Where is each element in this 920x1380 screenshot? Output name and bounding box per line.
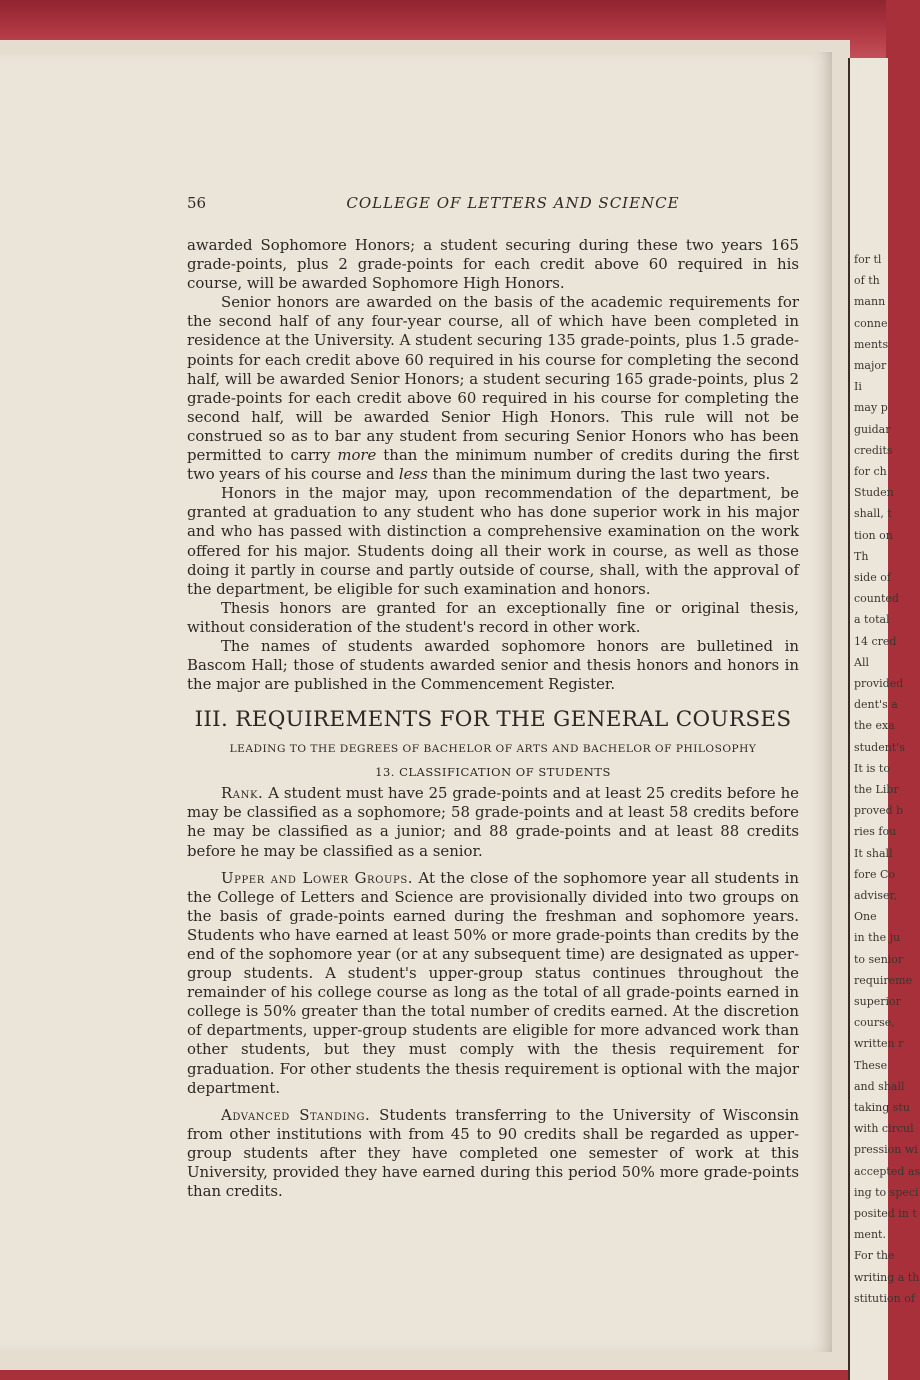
facing-page-fragment: mann — [854, 295, 886, 309]
paragraph-sophomore-honors: awarded Sophomore Honors; a student securing during these two years 165 grade-points, plus 2 grade-points for each credit above 60 required in his course, will be awarded Sophomore High Honors. — [187, 236, 799, 293]
facing-page-fragment: These — [854, 1058, 888, 1072]
facing-page-fragment: and shall — [854, 1079, 905, 1093]
paragraph-rank: Rank. A student must have 25 grade-points and at least 25 credits before he may be classified as a sophomore; 58 grade-points and at least 58 credits before he may be classified as a junior; and 88 grade-points and at least 88 credits before he may be classified as a senior. — [187, 784, 799, 860]
facing-page-fragment: the exa — [854, 719, 895, 733]
facing-page-fragment: It shall — [854, 846, 893, 860]
facing-page-fragment: student's — [854, 740, 905, 754]
facing-page-fragment: Ii — [854, 380, 862, 394]
facing-page-fragment: taking stu — [854, 1101, 910, 1114]
facing-page-fragment: counted — [854, 592, 899, 606]
facing-page-fragment: fore Co — [854, 867, 895, 881]
facing-page-fragment: major — [854, 359, 887, 372]
facing-page-fragment: may p — [854, 401, 888, 415]
facing-page-fragment: written r — [854, 1037, 904, 1051]
facing-page-fragment: provided — [854, 677, 904, 690]
facing-page-fragment: to senior — [854, 952, 904, 966]
paragraph-major-honors: Honors in the major may, upon recommendation of the department, be granted at graduation to any student who has done superior work in his major and who has passed with distinction a comprehensive examination on the work offered for his major. Students doing all their work in course, as well as those doing it partly in course and partly outside of course, shall, with the approval of the department, be eligible for such examination and honors. — [187, 484, 799, 598]
facing-page-fragment: writing a th — [854, 1270, 920, 1284]
facing-page-fragment: shall, t — [854, 507, 892, 521]
facing-page-fragment: For the — [854, 1249, 895, 1263]
groups-heading: Upper and Lower Groups. — [221, 868, 414, 887]
paragraph-groups: Upper and Lower Groups. At the close of the sophomore year all students in the College of Letters and Science are provisionally divided into two groups on the basis of grade-points earned during the freshman and sophomore years. Students who have earned at least 50% or more grade-points than credits by the end of the sophomore year (or at any subsequent time) are designated as upper-group students. A student's upper-group status continues throughout the remainder of his college course as long as the total of all grade-points earned in college is 50% greater than the total number of credits earned. At the discretion of departments, upper-group students are eligible for more advanced work than other students, but they must comply with the thesis requirement for graduation. For other students the thesis requirement is optional with the major department. — [187, 868, 799, 1097]
subsection-heading: 13. CLASSIFICATION OF STUDENTS — [375, 765, 611, 780]
facing-page-fragment: the Libr — [854, 783, 899, 796]
page-number: 56 — [187, 194, 207, 212]
facing-page-fragment: with circul — [854, 1122, 914, 1136]
emphasis-less: less — [398, 465, 428, 484]
facing-page-fragment: tion on — [854, 528, 893, 542]
facing-page-fragment: pression wi — [854, 1143, 918, 1157]
paragraph-thesis-honors: Thesis honors are granted for an exceptionally fine or original thesis, without consideration of the student's record in other work. — [187, 598, 799, 636]
facing-page-fragment: One — [854, 910, 877, 924]
facing-page-fragment: course, — [854, 1016, 895, 1030]
facing-page-fragment: All — [854, 655, 869, 669]
facing-page-fragment: ing to speci — [854, 1185, 919, 1199]
advanced-heading: Advanced Standing. — [221, 1105, 371, 1124]
facing-page-fragment: guidar — [854, 422, 891, 436]
page-header — [187, 194, 799, 216]
section-subtitle: LEADING TO THE DEGREES OF BACHELOR OF ARTS AND BACHELOR OF PHILOSOPHY — [229, 743, 757, 756]
facing-page-fragment: for ch — [854, 465, 887, 478]
paragraph-senior-honors: Senior honors are awarded on the basis of the academic requirements for the second half of any four-year course, all of which have been completed in residence at the University. A student securing 135 grade-points, plus 1.5 grade-points for each credit above 60 required in his course for completing the second half, will be awarded Senior Honors; a student securing 165 grade-points, plus 2 grade-points for each credit above 60 required in his course for completing the second half, will be awarded Senior High Honors. This rule will not be construed so as to bar any student from securing Senior Honors who has been permitted to carry more than the minimum number of credits during the first two years of his course and less than the minimum during the last two years. — [187, 293, 799, 484]
facing-page-fragment: side of — [854, 571, 891, 584]
facing-page-fragment: dent's a — [854, 698, 898, 712]
facing-page-fragment: accepted as — [854, 1164, 920, 1178]
facing-page-fragment: 14 cred — [854, 634, 897, 648]
facing-page-fragment: requireme — [854, 973, 913, 987]
facing-page-fragment: Studen — [854, 486, 894, 500]
running-title: COLLEGE OF LETTERS AND SCIENCE — [346, 194, 680, 212]
facing-page-fragment: in the ju — [854, 931, 901, 945]
section-title: III. REQUIREMENTS FOR THE GENERAL COURSES — [194, 707, 792, 733]
facing-page-fragment: adviser, — [854, 889, 898, 902]
facing-page-fragment: Th — [854, 549, 869, 563]
facing-page-fragment: a total — [854, 613, 890, 627]
facing-page-fragment: of th — [854, 274, 880, 288]
facing-page-fragment: superior — [854, 995, 901, 1008]
facing-page-fragment: stitution of — [854, 1291, 915, 1305]
facing-page-fragment: ments — [854, 337, 889, 351]
rank-heading: Rank. — [221, 784, 264, 803]
paragraph-advanced-standing: Advanced Standing. Students transferring to the University of Wisconsin from other institutions with from 45 to 90 credits shall be regarded as upper-group students after they have completed one semester of work at this University, provided they have earned during this period 50% more grade-points than credits. — [187, 1105, 799, 1201]
facing-page-fragment: It is to — [854, 761, 890, 775]
facing-page-fragment: ment. — [854, 1228, 886, 1242]
facing-page-edge — [848, 58, 920, 1380]
emphasis-more: more — [337, 446, 377, 465]
facing-page-fragment: for tl — [854, 253, 882, 266]
facing-page-fragment: posited in t — [854, 1207, 917, 1220]
facing-page-fragment: conne — [854, 316, 888, 330]
facing-page-fragment: proved b — [854, 804, 904, 818]
paragraph-honors-names: The names of students awarded sophomore honors are bulletined in Bascom Hall; those of students awarded senior and thesis honors and honors in the major are published in the Commencement Register. — [187, 636, 799, 694]
facing-page-fragment: credits — [854, 443, 893, 457]
page-body — [187, 236, 799, 1201]
facing-page-fragment: ries fou — [854, 825, 897, 839]
